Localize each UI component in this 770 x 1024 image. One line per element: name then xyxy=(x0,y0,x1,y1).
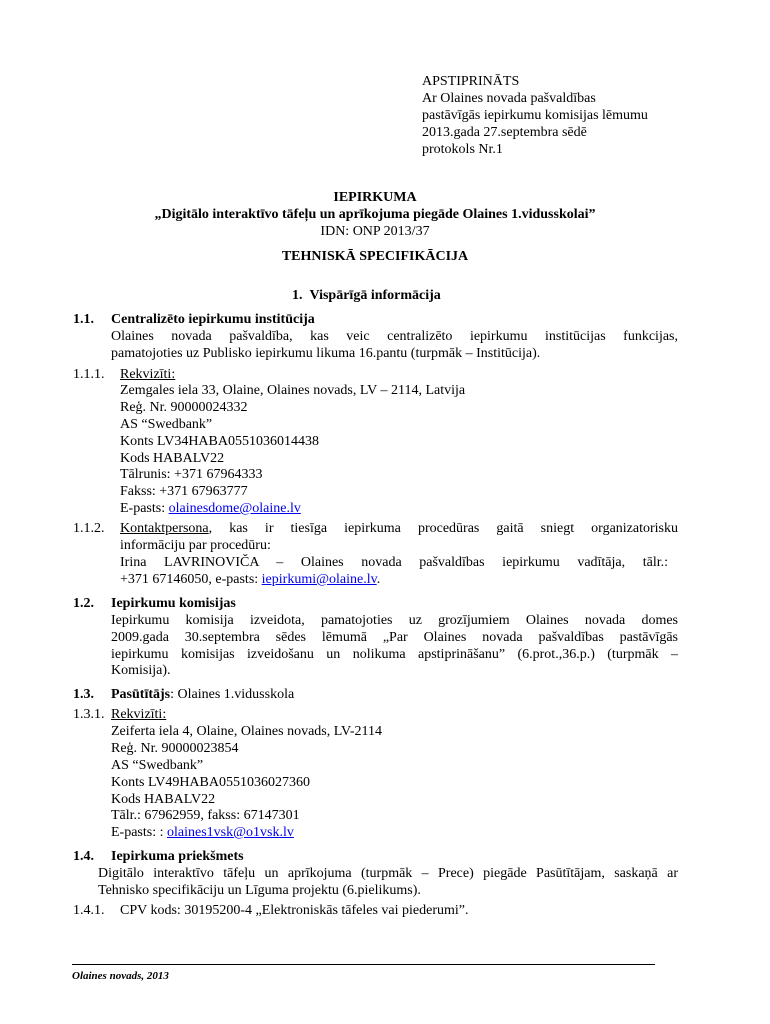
footer-divider xyxy=(72,964,655,965)
procurement-idn: IDN: ONP 2013/37 xyxy=(320,224,430,239)
paragraph-line: Irina LAVRINOVIČA – Olaines novada pašvaldības iepirkumu vadītāja, tālr.: xyxy=(120,555,668,570)
customer-name: : Olaines 1.vidusskola xyxy=(170,687,295,702)
bank-code: Kods HABALV22 xyxy=(120,451,225,466)
subsection-title: Iepirkuma priekšmets xyxy=(111,849,244,864)
address-line: Zemgales iela 33, Olaine, Olaines novads, LV – 2114, Latvija xyxy=(120,383,466,398)
requisites-label: Rekvizīti: xyxy=(111,707,167,722)
email-label: E-pasts: xyxy=(120,501,169,516)
subsection-number: 1.4. xyxy=(73,849,94,864)
paragraph-line xyxy=(120,571,380,588)
bank-code: Kods HABALV22 xyxy=(111,792,216,807)
email-link[interactable]: iepirkumi@olaine.lv xyxy=(261,572,377,587)
subsection-number: 1.3. xyxy=(73,687,94,702)
approval-line: 2013.gada 27.septembra sēdē xyxy=(422,125,587,140)
cpv-code-line: CPV kods: 30195200-4 „Elektroniskās tāfeles vai piederumi”. xyxy=(120,903,469,918)
approval-line: protokols Nr.1 xyxy=(422,142,503,157)
paragraph-line: Digitālo interaktīvo tāfeļu un aprīkojuma (turpmāk – Prece) piegāde Pasūtītājam, saskaņā ar xyxy=(98,866,678,881)
paragraph-line xyxy=(120,520,678,537)
approval-line: Ar Olaines novada pašvaldības xyxy=(422,91,596,106)
paragraph-line: iepirkumu komisijas izveidošanu un nolikuma apstiprināšanu” (6.prot.,36.p.) (turpmāk – xyxy=(111,647,678,662)
subsection-title: Centralizēto iepirkumu institūcija xyxy=(111,312,315,327)
phone-line: Tālrunis: +371 67964333 xyxy=(120,467,263,482)
subsection-number: 1.2. xyxy=(73,596,94,611)
contact-person-label: Kontaktpersona xyxy=(120,521,209,536)
specification-title: TEHNISKĀ SPECIFIKĀCIJA xyxy=(281,249,469,264)
page-footer: Olaines novads, 2013 xyxy=(72,970,169,982)
approval-block xyxy=(422,73,722,158)
paragraph-line: 2009.gada 30.septembra sēdes lēmumā „Par Olaines novada pašvaldības pastāvīgās xyxy=(111,630,678,645)
subsection-number: 1.1.1. xyxy=(73,367,105,382)
subsection-title: Iepirkumu komisijas xyxy=(111,596,236,611)
bank-account: Konts LV34HABA0551036014438 xyxy=(120,434,319,449)
phone-line: Tālr.: 67962959, fakss: 67147301 xyxy=(111,808,300,823)
email-link[interactable]: olainesdome@olaine.lv xyxy=(168,501,301,516)
paragraph-line: informāciju par procedūru: xyxy=(120,538,271,553)
contact-phone: +371 67146050, e-pasts: xyxy=(120,572,262,587)
section-number: 1. xyxy=(292,288,303,303)
subsection-number: 1.4.1. xyxy=(73,903,105,918)
bank-name: AS “Swedbank” xyxy=(120,417,213,432)
paragraph-line: Tehnisko specifikāciju un Līguma projektu (6.pielikums). xyxy=(98,883,421,898)
bank-account: Konts LV49HABA0551036027360 xyxy=(111,775,310,790)
section-title: Vispārīgā informācija xyxy=(309,288,441,303)
registration-number: Reģ. Nr. 90000023854 xyxy=(111,741,239,756)
paragraph-line: Komisija). xyxy=(111,663,171,678)
subsection-number: 1.1. xyxy=(73,312,94,327)
registration-number: Reģ. Nr. 90000024332 xyxy=(120,400,248,415)
section-heading xyxy=(292,287,441,304)
subsection-title: Pasūtītājs xyxy=(111,687,171,702)
subsection-number: 1.3.1. xyxy=(73,707,105,722)
email-line xyxy=(120,500,301,517)
approval-line: pastāvīgās iepirkumu komisijas lēmumu xyxy=(422,108,648,123)
subsection-number: 1.1.2. xyxy=(73,521,105,536)
paragraph-line: Olaines novada pašvaldība, kas veic centralizēto iepirkumu institūcijas funkcijas, xyxy=(111,329,678,344)
contact-text: , kas ir tiesīga iepirkuma procedūras gaitā sniegt organizatorisku xyxy=(208,521,678,536)
paragraph-line: pamatojoties uz Publisko iepirkumu likuma 16.pantu (turpmāk – Institūcija). xyxy=(111,346,541,361)
paragraph-line: Iepirkumu komisija izveidota, pamatojoties uz grozījumiem Olaines novada domes xyxy=(111,613,678,628)
email-link[interactable]: olaines1vsk@o1vsk.lv xyxy=(167,825,294,840)
email-line xyxy=(111,824,294,841)
document-title: IEPIRKUMA xyxy=(333,190,417,205)
fax-line: Fakss: +371 67963777 xyxy=(120,484,248,499)
email-label: E-pasts: : xyxy=(111,825,167,840)
procurement-subject: „Digitālo interaktīvo tāfeļu un aprīkojuma piegāde Olaines 1.vidusskolai” xyxy=(154,207,596,222)
approval-line: APSTIPRINĀTS xyxy=(422,74,520,89)
subsection-line xyxy=(111,686,294,703)
bank-name: AS “Swedbank” xyxy=(111,758,204,773)
address-line: Zeiferta iela 4, Olaine, Olaines novads, LV-2114 xyxy=(111,724,382,739)
requisites-label: Rekvizīti: xyxy=(120,367,176,382)
punctuation: . xyxy=(376,572,381,587)
